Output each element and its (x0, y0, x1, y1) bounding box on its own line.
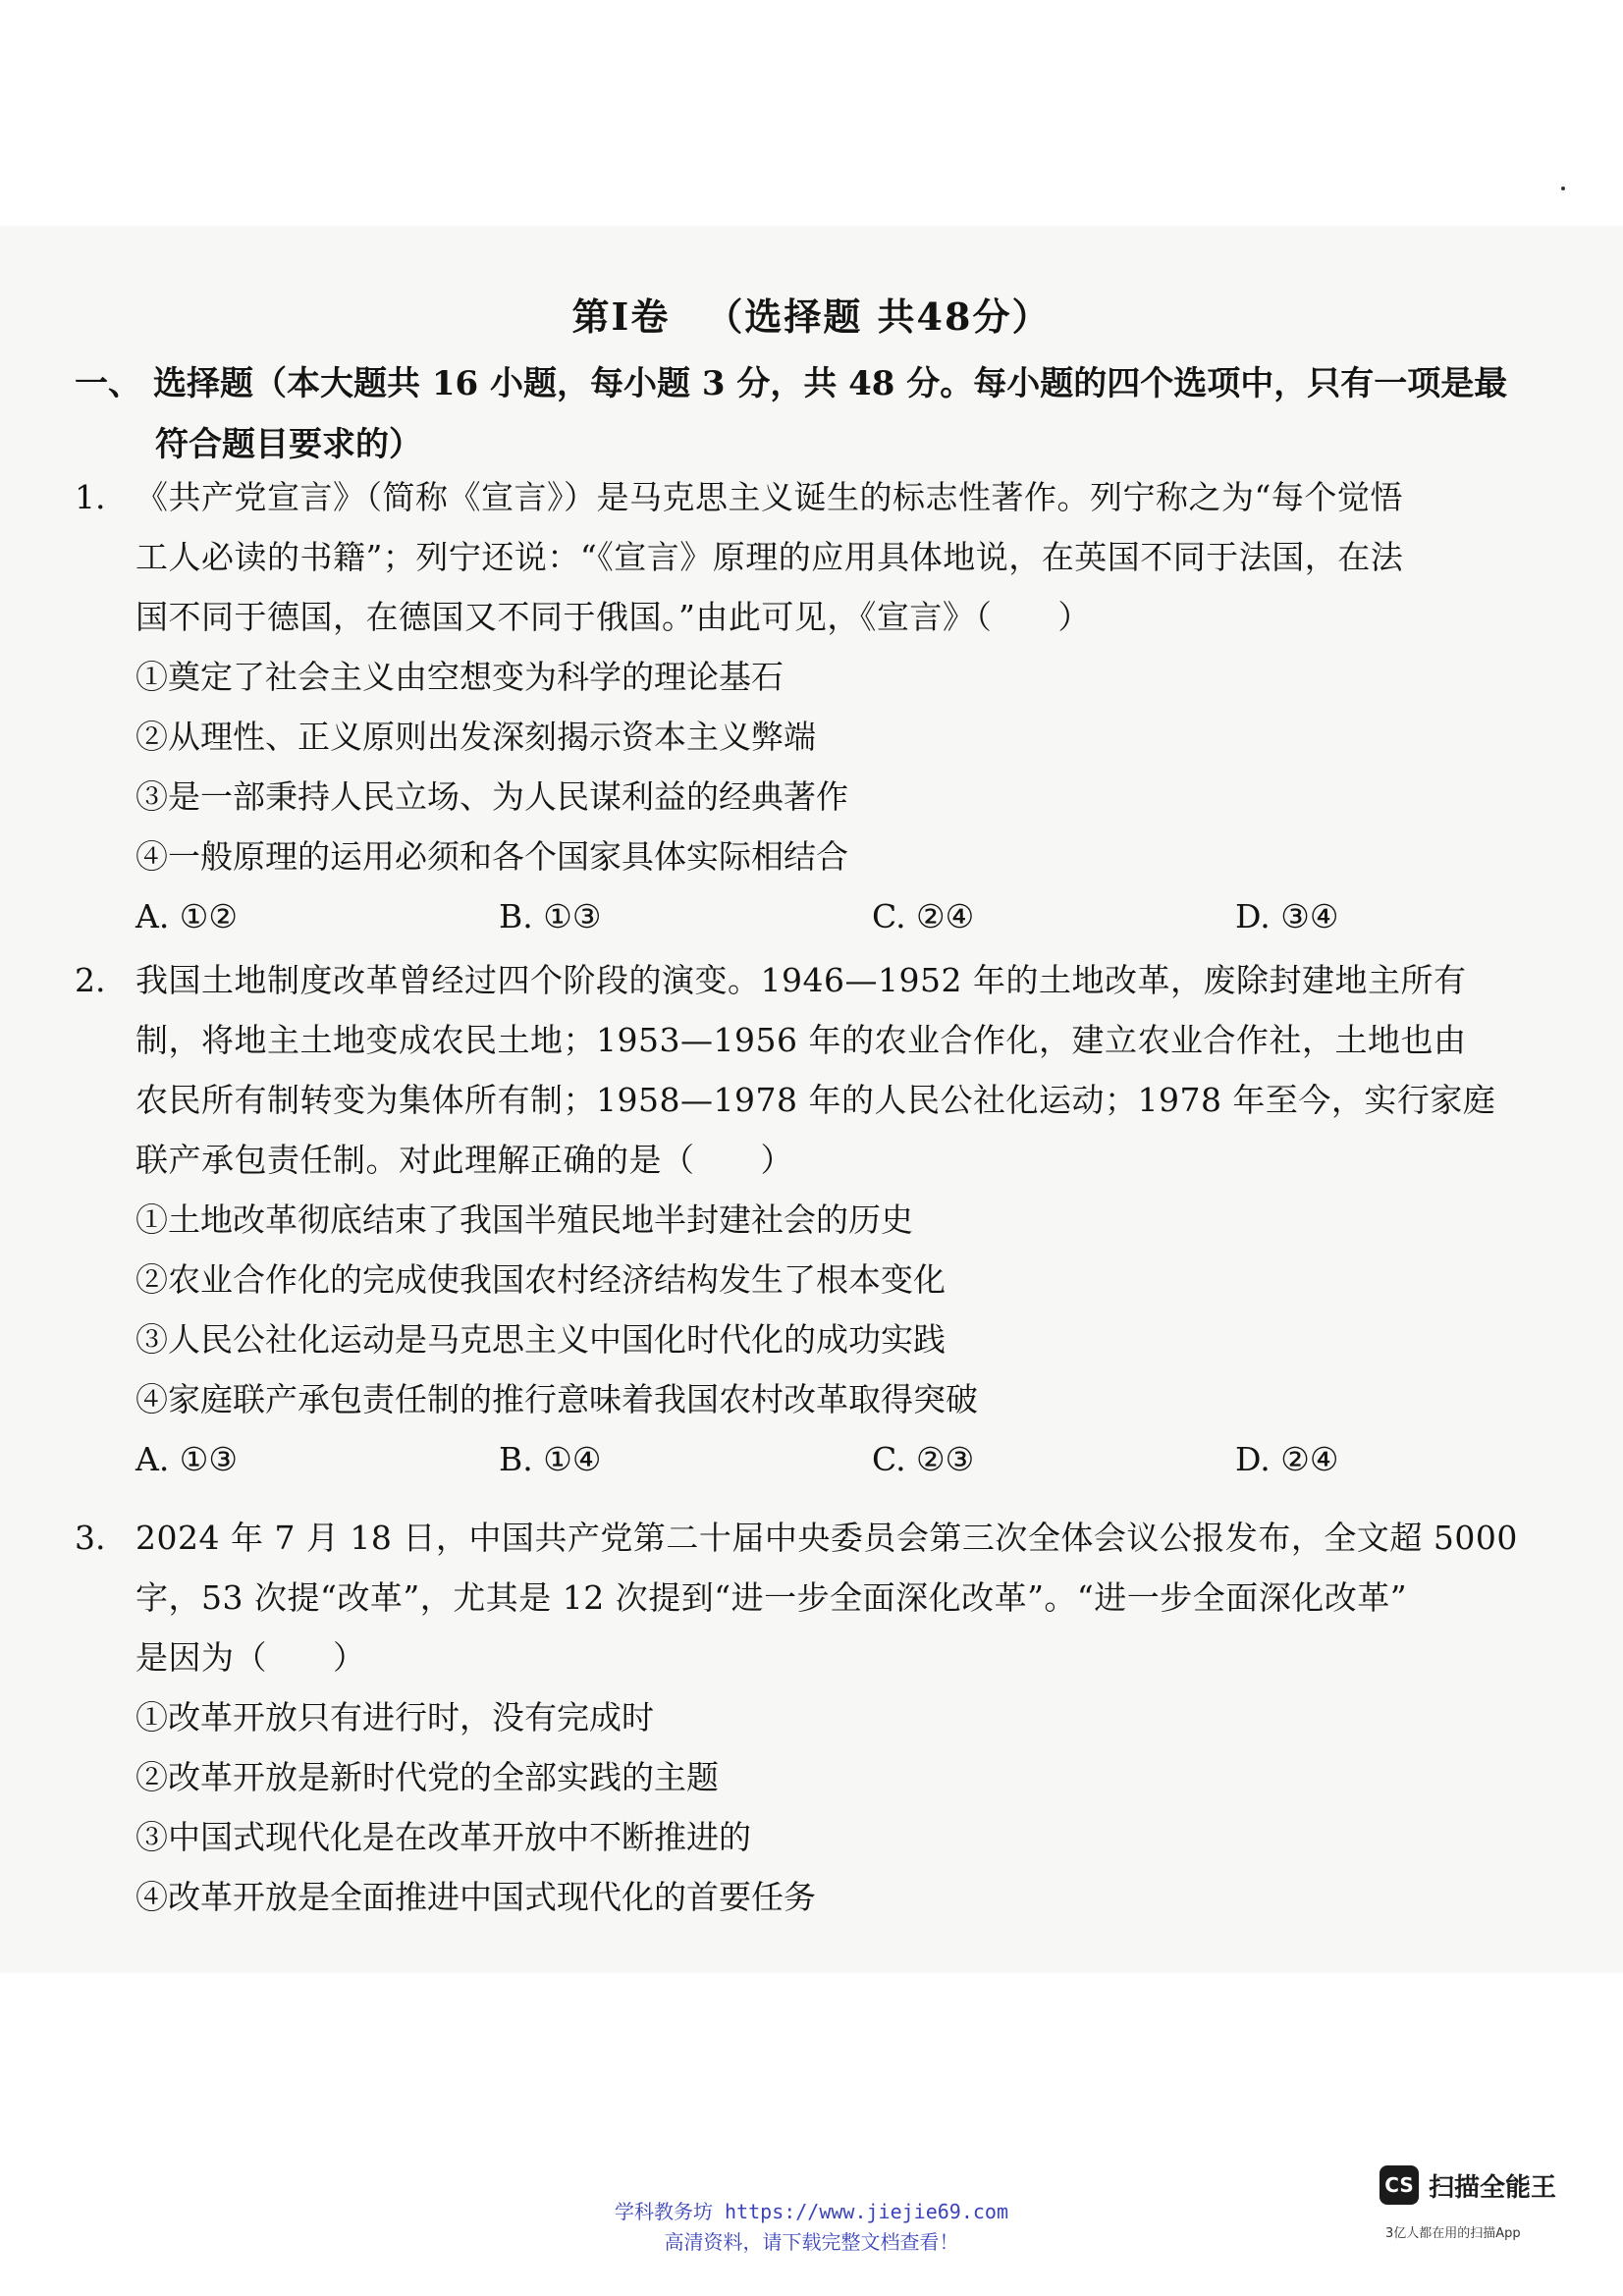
stem-line: 联产承包责任制。对此理解正确的是（ ） (135, 1141, 793, 1179)
choice-b[interactable]: B. ①④ (499, 1440, 602, 1478)
volume-title (0, 287, 1623, 341)
statement-2: ②改革开放是新时代党的全部实践的主题 (135, 1758, 719, 1796)
stem-line: 我国土地制度改革曾经过四个阶段的演变。1946—1952 年的土地改革，废除封建地主所有 (135, 961, 1467, 999)
question-2 (75, 950, 1616, 1489)
stem-line: 国不同于德国，在德国又不同于俄国。”由此可见，《宣言》（ ） (135, 598, 1091, 636)
question-stem (75, 467, 1616, 647)
choice-a[interactable]: A. ①② (135, 897, 238, 935)
statement-1: ①土地改革彻底结束了我国半殖民地半封建社会的历史 (135, 1201, 913, 1239)
choice-a[interactable]: A. ①③ (135, 1440, 238, 1478)
footer-notice: 高清资料，请下载完整文档查看！ (664, 2230, 959, 2254)
choice-d[interactable]: D. ②④ (1235, 1440, 1339, 1478)
stem-line: 工人必读的书籍”；列宁还说：“《宣言》原理的应用具体地说，在英国不同于法国，在法 (135, 538, 1404, 576)
question-stem (75, 1508, 1616, 1687)
choice-d[interactable]: D. ③④ (1235, 897, 1339, 935)
answer-choices (75, 1429, 1616, 1489)
statement-4: ④改革开放是全面推进中国式现代化的首要任务 (135, 1878, 816, 1916)
section-number: 一、 (75, 364, 141, 403)
camscanner-name: 扫描全能王 (1429, 2173, 1557, 2203)
statement-3: ③中国式现代化是在改革开放中不断推进的 (135, 1818, 751, 1856)
scan-speck (1561, 187, 1565, 190)
stem-line: 是因为（ ） (135, 1638, 366, 1677)
statement-3: ③是一部秉持人民立场、为人民谋利益的经典著作 (135, 777, 848, 816)
question-number: 2. (75, 961, 106, 999)
question-number: 3. (75, 1519, 106, 1557)
statement-1: ①奠定了社会主义由空想变为科学的理论基石 (135, 658, 784, 696)
statement-3: ③人民公社化运动是马克思主义中国化时代化的成功实践 (135, 1320, 946, 1359)
question-3 (75, 1508, 1616, 1927)
camscanner-logo-icon: CS (1380, 2165, 1419, 2205)
question-stem (75, 950, 1616, 1190)
section-instructions-line1: 选择题（本大题共 16 小题，每小题 3 分，共 48 分。每小题的四个选项中，只有一项是最 (153, 364, 1508, 403)
section-instructions-line2: 符合题目要求的） (155, 425, 422, 464)
statement-1: ①改革开放只有进行时，没有完成时 (135, 1698, 654, 1736)
volume-title-part1: 第Ⅰ卷 (571, 294, 671, 339)
footer-site-link[interactable]: 学科教务坊 https://www.jiejie69.com (614, 2200, 1009, 2223)
statement-2: ②从理性、正义原则出发深刻揭示资本主义弊端 (135, 718, 816, 756)
answer-choices (75, 886, 1616, 946)
statement-4: ④一般原理的运用必须和各个国家具体实际相结合 (135, 837, 848, 876)
statement-4: ④家庭联产承包责任制的推行意味着我国农村改革取得突破 (135, 1380, 978, 1418)
statement-2: ②农业合作化的完成使我国农村经济结构发生了根本变化 (135, 1260, 946, 1299)
section-heading (75, 353, 1606, 475)
camscanner-tagline: 3亿人都在用的扫描App (1385, 2226, 1521, 2241)
stem-line: 农民所有制转变为集体所有制；1958—1978 年的人民公社化运动；1978 年至今，实行家庭 (135, 1081, 1496, 1119)
volume-title-part2: （选择题 共48分） (705, 294, 1052, 339)
stem-line: 制，将地主土地变成农民土地；1953—1956 年的农业合作化，建立农业合作社，土地也由 (135, 1021, 1467, 1059)
question-1 (75, 467, 1616, 946)
camscanner-badge (1380, 2165, 1615, 2264)
choice-c[interactable]: C. ②③ (872, 1440, 975, 1478)
stem-line: 《共产党宣言》（简称《宣言》）是马克思主义诞生的标志性著作。列宁称之为“每个觉悟 (135, 478, 1403, 516)
choice-c[interactable]: C. ②④ (872, 897, 975, 935)
question-number: 1. (75, 478, 106, 516)
stem-line: 字，53 次提“改革”，尤其是 12 次提到“进一步全面深化改革”。“进一步全面深化改革” (135, 1578, 1408, 1617)
choice-b[interactable]: B. ①③ (499, 897, 602, 935)
stem-line: 2024 年 7 月 18 日，中国共产党第二十届中央委员会第三次全体会议公报发布，全文超 5000 (135, 1519, 1518, 1557)
